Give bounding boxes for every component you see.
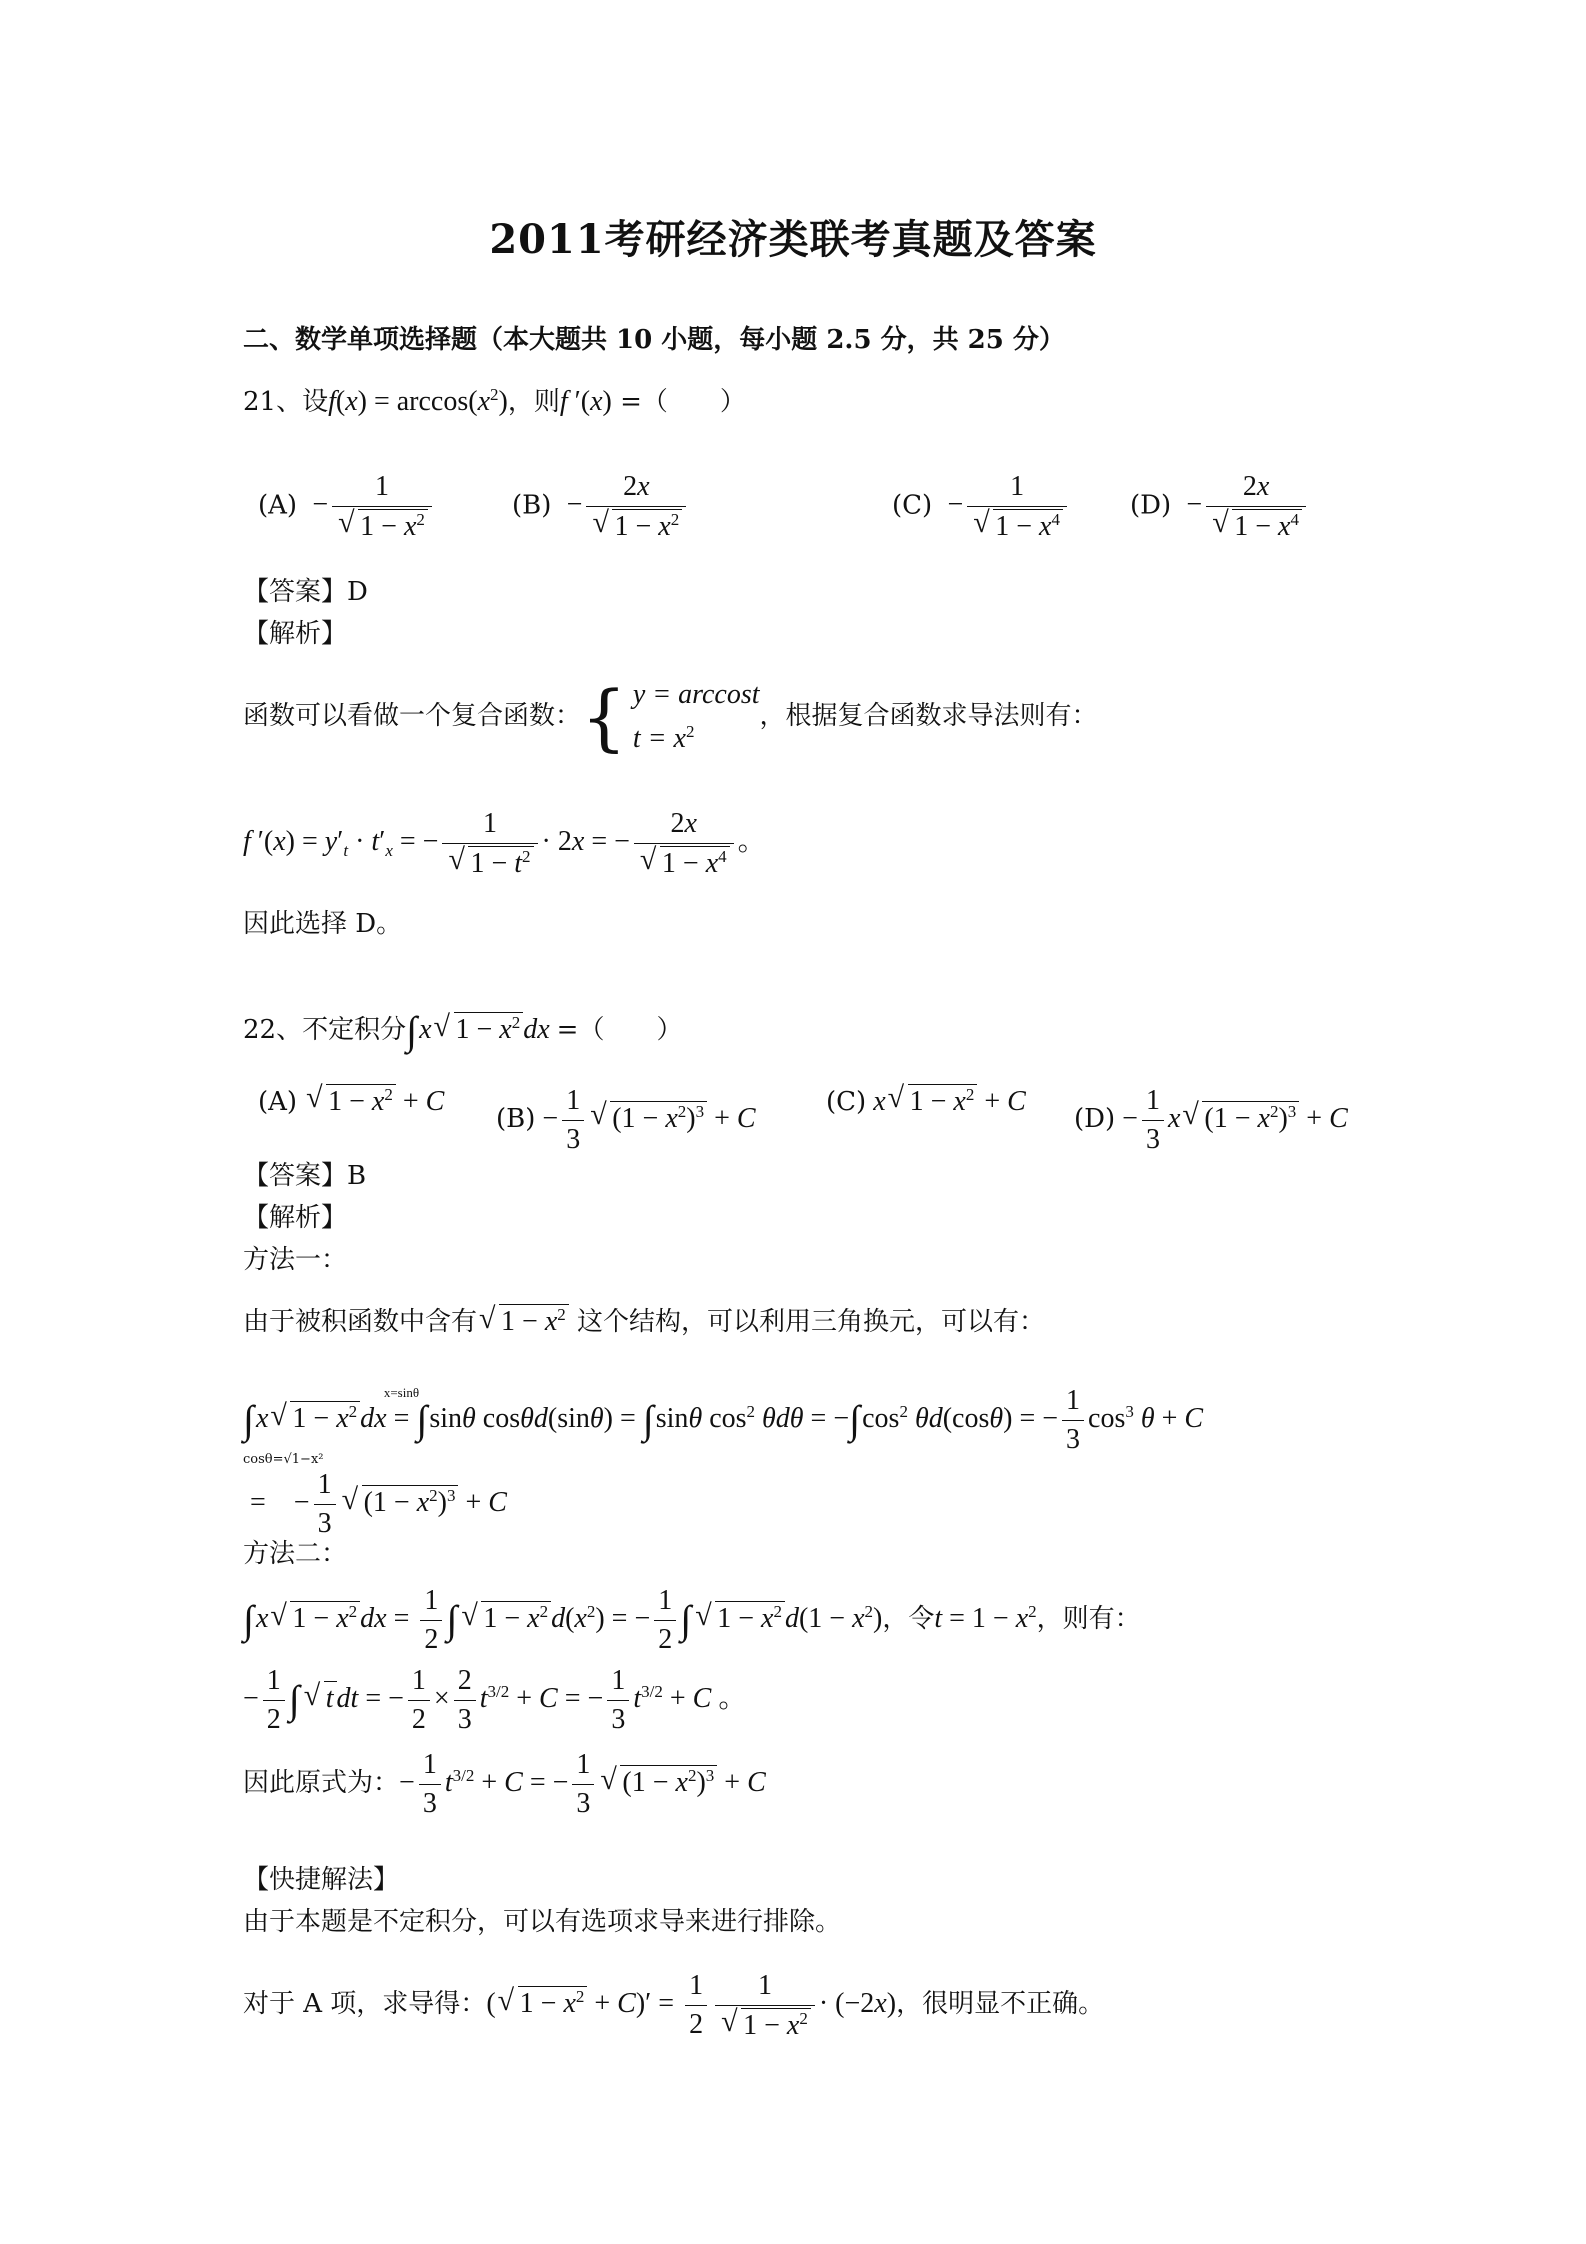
let-text: ，令 <box>882 1603 935 1634</box>
q22-method-1: 方法一： <box>243 1245 348 1275</box>
q22-item-a-check: 对于 A 项，求导得：(√ $1 - x^2 + C)'$ = $\frac{1}{2}$ 1 √ $1 - x^2$ · (−2x)，很明显不正确。 <box>243 1966 1104 2043</box>
composite-system: y = arccost $t = x^2$ <box>632 679 760 754</box>
q22-method-1-text: 由于被积函数中含有√ $1 - x^2$ 这个结构，可以利用三角换元，可以有： <box>243 1304 1045 1340</box>
section-heading: 二、数学单项选择题（本大题共 10 小题，每小题 2.5 分，共 25 分） <box>243 325 1065 355</box>
option-label: (D) <box>1074 1103 1116 1134</box>
q22-method-2-line-1: ∫x√ $1 - x^2$ dx = $\frac{1}{2}$ ∫√ $1 - x^2$ $d(x^2)$ = − $\frac{1}{2}$ ∫√ $1 - x^2$ $d(1 - x^2)$，令$t = 1 - x^2$，则有： <box>243 1584 1141 1657</box>
q21-composite <box>243 672 1098 761</box>
q21-derivation: f $'(x) = y'_t \cdot t'_x$ = − 1 √ $1 - t^2$ · 2x = − 2x √ $1 - x^4$ 。 <box>243 802 766 882</box>
q21-answer: 【答案】D <box>243 577 368 607</box>
q21-option-a: (A) − 1 √ $1 - x^2$ <box>258 470 436 544</box>
substitution-label: x=sinθ <box>383 1384 420 1400</box>
q21-option-c: (C) − 1 √ $1 - x^4$ <box>892 470 1071 544</box>
q22-method-2: 方法二： <box>243 1539 348 1569</box>
q21-option-d: (D) − 2x √ $1 - x^4$ <box>1130 470 1310 544</box>
q22-trig-result: = − $\frac{1}{3}$ √ $(1 - x^2)^3 + C$ <box>243 1468 507 1541</box>
q22-end: =（ ） <box>556 1015 683 1045</box>
q22-option-d: (D) − $\frac{1}{3}$ x√ $(1 - x^2)^3 + C$ <box>1074 1084 1348 1157</box>
item-a-suffix: ，很明显不正确。 <box>896 1989 1105 2019</box>
q22-trig-substitution: ∫x√ $1 - x^2$ dx x=sinθ = ∫sinθ cosθd(sinθ) = ∫sinθ $\cos^2 \theta d\theta = -\int\cos^2$ θd(cosθ) = − $\frac{1}{3}$ $\cos^3 \theta + C$ <box>243 1384 1203 1457</box>
composite-t: t = x <box>632 723 686 754</box>
composite-y: y = arccost <box>632 679 760 710</box>
document-title: 2011考研经济类联考真题及答案 <box>489 216 1097 263</box>
question-21-stem: 21、设$f(x) = \arccos(x^2)$，则f ′(x) =（ ） <box>243 385 746 417</box>
method1-text-b: 这个结构，可以利用三角换元，可以有： <box>577 1307 1046 1337</box>
option-label: (A) <box>258 490 298 521</box>
option-label: (A) <box>258 1087 298 1117</box>
option-label: (C) <box>826 1087 867 1117</box>
q22-quick-text: 由于本题是不定积分，可以有选项求导来进行排除。 <box>243 1907 842 1937</box>
method1-text-a: 由于被积函数中含有 <box>243 1307 478 1337</box>
q21-conclusion: 因此选择 D。 <box>243 909 403 939</box>
q22-option-a: (A) √ $1 - x^2 + C$ <box>258 1084 444 1118</box>
composite-intro: 函数可以看做一个复合函数： <box>243 701 582 731</box>
q22-result: 因此原式为：− $\frac{1}{3}$ $t^{3/2} + C$ = − $\frac{1}{3}$ √ $(1 - x^2)^3 + C$ <box>243 1748 766 1821</box>
q22-analysis-label: 【解析】 <box>243 1203 348 1233</box>
q22-prefix: 22、不定积分 <box>243 1015 407 1045</box>
q21-prefix: 21、设 <box>243 387 329 417</box>
option-label: (D) <box>1130 490 1172 521</box>
q21-analysis-label: 【解析】 <box>243 619 348 649</box>
item-a-prefix: 对于 A 项，求导得： <box>243 1989 487 2019</box>
cos-substitution-label: cosθ=√1−x² <box>243 1452 324 1467</box>
q22-method-2-line-2: − $\frac{1}{2}$ ∫√ t dt = − $\frac{1}{2}$ × $\frac{2}{3}$ $t^{3/2} + C$ = − $\frac{1}{3}$ $t^{3/2} + C$ 。 <box>243 1664 746 1737</box>
composite-rule: ，根据复合函数求导法则有： <box>759 701 1098 731</box>
brace-symbol: { <box>581 675 627 759</box>
result-prefix: 因此原式为： <box>243 1767 400 1798</box>
q22-answer: 【答案】B <box>243 1161 367 1191</box>
q21-end: =（ ） <box>620 387 746 417</box>
question-22-stem: 22、不定积分∫x√ $1 - x^2$ dx =（ ） <box>243 1012 682 1049</box>
option-label: (B) <box>496 1103 536 1134</box>
q21-mid: ，则 <box>507 387 560 417</box>
option-label: (C) <box>892 490 933 521</box>
q22-quick-label: 【快捷解法】 <box>243 1865 400 1895</box>
q22-option-c: (C) x√ $1 - x^2 + C$ <box>826 1084 1026 1118</box>
then-text: ，则有： <box>1036 1603 1141 1634</box>
option-label: (B) <box>512 490 552 521</box>
q21-option-b: (B) − 2x √ $1 - x^2$ <box>512 470 690 544</box>
q22-option-b: (B) − $\frac{1}{3}$ √ $(1 - x^2)^3 + C$ <box>496 1084 756 1157</box>
